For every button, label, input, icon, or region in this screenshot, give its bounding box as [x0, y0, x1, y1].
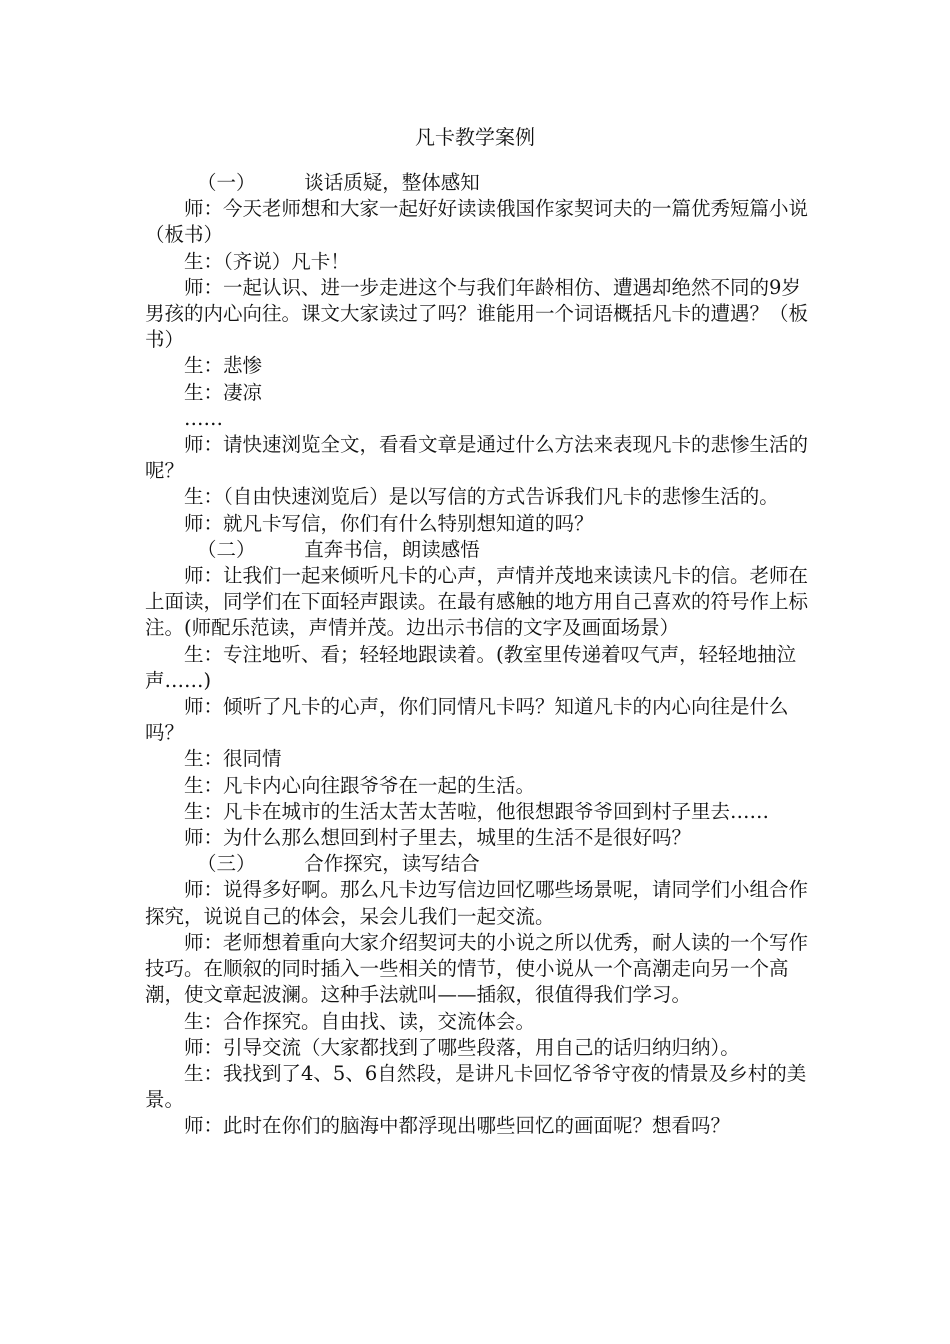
paragraph: 生：凡卡在城市的生活太苦太苦啦，他很想跟爷爷回到村子里去……: [184, 799, 770, 823]
paragraph: 生：很同情: [184, 747, 282, 771]
document-body: [145, 170, 810, 1140]
paragraph: 生：凄凉: [184, 380, 263, 404]
paragraph: 师：就凡卡写信，你们有什么特别想知道的吗？: [184, 511, 594, 535]
section-heading: （三） 合作探究，读写结合: [197, 852, 480, 876]
paragraph: 生：合作探究。自由找、读，交流体会。: [184, 1009, 536, 1033]
paragraph: 生：（自由快速浏览后）是以写信的方式告诉我们凡卡的悲惨生活的。: [184, 485, 779, 509]
paragraph: 师：一起认识、进一步走进这个与我们年龄相仿、遭遇却绝然不同的9岁男孩的内心向往。课文大家读过了吗？谁能用一个词语概括凡卡的遭遇？（板书）: [145, 275, 809, 352]
section-heading: （二） 直奔书信，朗读感悟: [197, 537, 480, 561]
paragraph: 师：此时在你们的脑海中都浮现出哪些回忆的画面呢？想看吗？: [184, 1114, 731, 1138]
paragraph: ……: [184, 406, 223, 430]
paragraph: 师：老师想着重向大家介绍契诃夫的小说之所以优秀，耐人读的一个写作技巧。在顺叙的同时插入一些相关的情节，使小说从一个高潮走向另一个高潮，使文章起波澜。这种手法就叫——插叙，很值得我们学习。: [145, 930, 809, 1007]
paragraph: 师：引导交流（大家都找到了哪些段落，用自己的话归纳归纳）。: [184, 1035, 740, 1059]
paragraph: 生：专注地听、看；轻轻地跟读着。(教室里传递着叹气声，轻轻地抽泣声……): [145, 642, 797, 692]
paragraph: 师：今天老师想和大家一起好好读读俄国作家契诃夫的一篇优秀短篇小说（板书）: [145, 197, 809, 247]
document-title: 凡卡教学案例: [415, 125, 535, 149]
paragraph: 师：说得多好啊。那么凡卡边写信边回忆哪些场景呢，请同学们小组合作探究，说说自己的体会，呆会儿我们一起交流。: [145, 878, 809, 928]
paragraph: 师：倾听了凡卡的心声，你们同情凡卡吗？知道凡卡的内心向往是什么吗？: [145, 695, 789, 745]
paragraph: 生：我找到了4、5、6自然段，是讲凡卡回忆爷爷守夜的情景及乡村的美景。: [145, 1061, 807, 1112]
paragraph: 师：为什么那么想回到村子里去，城里的生活不是很好吗？: [184, 826, 692, 850]
paragraph: 生：悲惨: [184, 354, 263, 378]
paragraph: 师：让我们一起来倾听凡卡的心声，声情并茂地来读读凡卡的信。老师在上面读，同学们在下面轻声跟读。在最有感触的地方用自己喜欢的符号作上标注。(师配乐范读，声情并茂。边出示书信的文字及画面场景）: [145, 564, 809, 640]
paragraph: 生：（齐说）凡卡！: [184, 249, 350, 273]
paragraph: 师：请快速浏览全文，看看文章是通过什么方法来表现凡卡的悲惨生活的呢？: [145, 433, 809, 483]
paragraph: 生：凡卡内心向往跟爷爷在一起的生活。: [184, 773, 536, 797]
section-heading: （一） 谈话质疑，整体感知: [197, 171, 480, 194]
